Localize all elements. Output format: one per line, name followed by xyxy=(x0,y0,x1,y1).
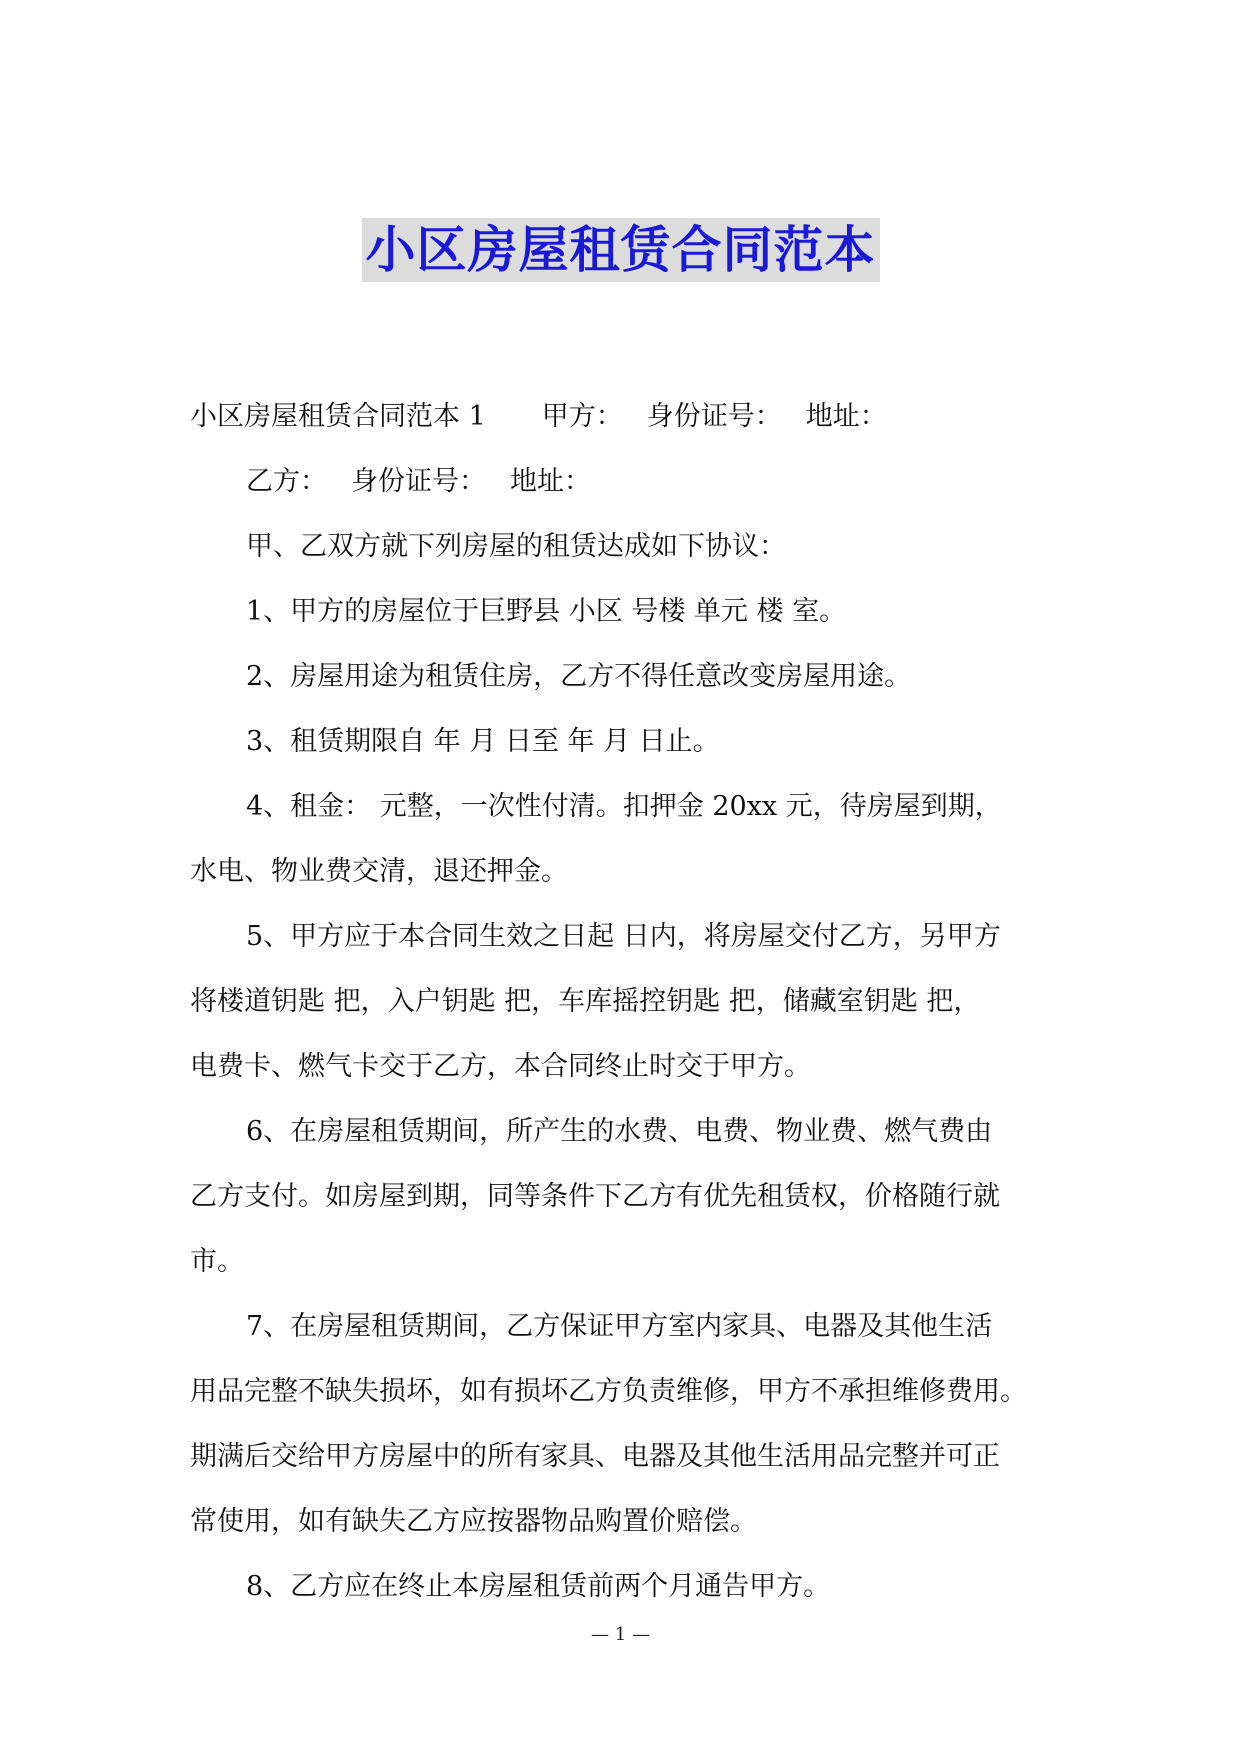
clause-4-line-2: 水电、物业费交清，退还押金。 xyxy=(190,856,568,887)
clause-7-line-2: 用品完整不缺失损坏，如有损坏乙方负责维修，甲方不承担维修费用。 xyxy=(190,1376,1027,1407)
clause-6-line-3: 市。 xyxy=(190,1246,244,1277)
clause-5-line-3: 电费卡、燃气卡交于乙方，本合同终止时交于甲方。 xyxy=(190,1051,811,1082)
document-body xyxy=(190,384,1060,1619)
clause-7-line-4: 常使用，如有缺失乙方应按器物品购置价赔偿。 xyxy=(190,1506,757,1537)
page-footer xyxy=(0,1624,1241,1645)
title-container xyxy=(0,218,1241,282)
header-line xyxy=(190,384,1060,449)
clause-7-line-1: 7、在房屋租赁期间，乙方保证甲方室内家具、电器及其他生活 xyxy=(246,1311,993,1342)
clause-6-line-2: 乙方支付。如房屋到期，同等条件下乙方有优先租赁权，价格随行就 xyxy=(190,1181,1000,1212)
address-b-label: 地址： xyxy=(510,466,591,497)
party-b-label: 乙方： xyxy=(246,466,327,497)
party-b-line xyxy=(190,449,1060,514)
clause-6-line-1: 6、在房屋租赁期间，所产生的水费、电费、物业费、燃气费由 xyxy=(246,1116,993,1147)
contract-name: 小区房屋租赁合同范本 1 xyxy=(190,401,486,432)
party-a-label: 甲方： xyxy=(541,401,623,432)
clause-3: 3、租赁期限自 年 月 日至 年 月 日止。 xyxy=(246,726,720,757)
clause-8: 8、乙方应在终止本房屋租赁前两个月通告甲方。 xyxy=(246,1571,831,1602)
paragraph-intro: 甲、乙双方就下列房屋的租赁达成如下协议： xyxy=(246,531,786,562)
clause-5-line-2: 将楼道钥匙 把，入户钥匙 把，车库摇控钥匙 把，储藏室钥匙 把， xyxy=(190,986,981,1017)
page-number: — 1 — xyxy=(591,1624,650,1645)
clause-7-line-3: 期满后交给甲方房屋中的所有家具、电器及其他生活用品完整并可正 xyxy=(190,1441,1000,1472)
clause-2: 2、房屋用途为租赁住房，乙方不得任意改变房屋用途。 xyxy=(246,661,912,692)
id-no-b-label: 身份证号： xyxy=(351,466,486,497)
address-a-label: 地址： xyxy=(805,401,887,432)
clause-5-line-1: 5、甲方应于本合同生效之日起 日内，将房屋交付乙方，另甲方 xyxy=(246,921,1001,952)
id-no-a-label: 身份证号： xyxy=(646,401,782,432)
clause-4-line-1: 4、租金： 元整，一次性付清。扣押金 20xx 元，待房屋到期， xyxy=(246,791,1002,822)
clause-1: 1、甲方的房屋位于巨野县 小区 号楼 单元 楼 室。 xyxy=(246,596,847,627)
document-title: 小区房屋租赁合同范本 xyxy=(362,218,880,282)
